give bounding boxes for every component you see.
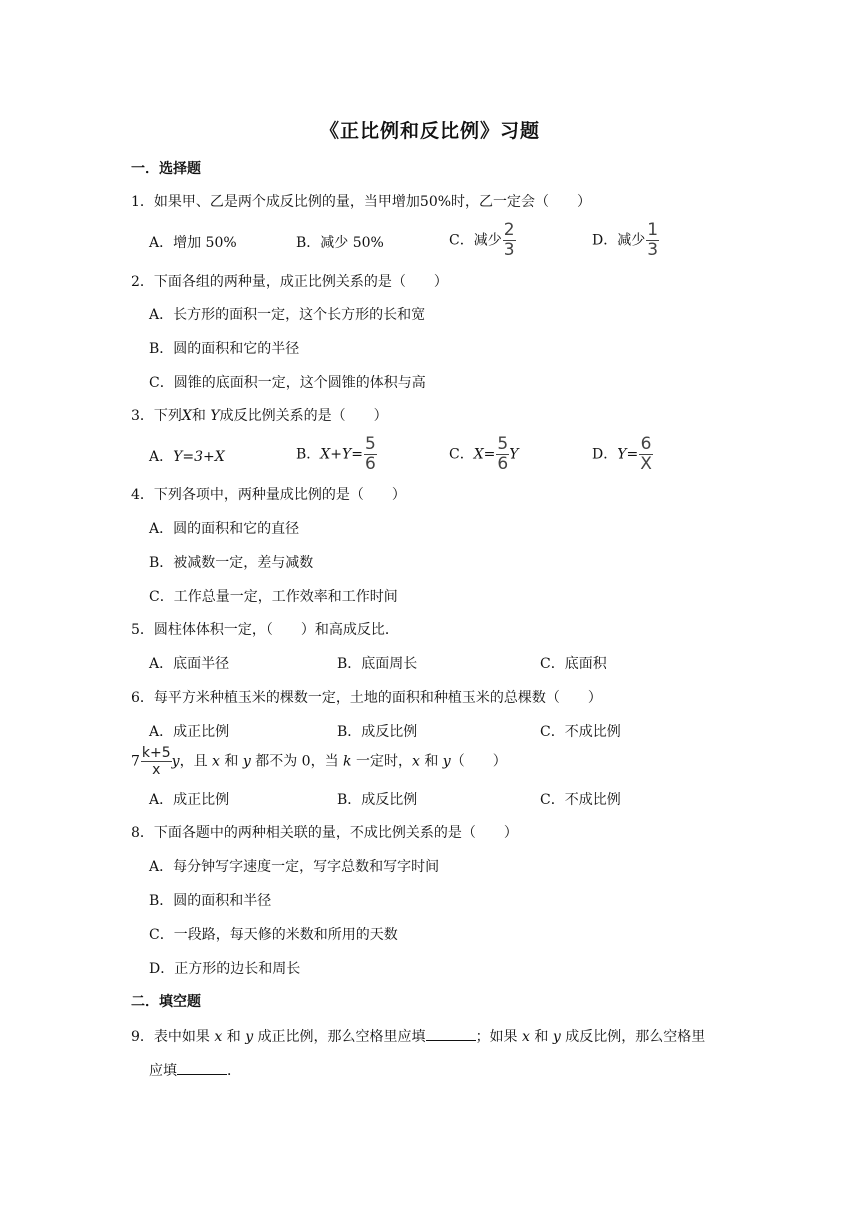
variable-x: x [522, 1029, 530, 1045]
question-1-stem: 1．如果甲、乙是两个成反比例的量，当甲增加50%时，乙一定会（ ） [131, 194, 592, 210]
stem-text: 9．表中如果 [131, 1029, 210, 1045]
fraction [141, 746, 172, 777]
page-title: 《正比例和反比例》习题 [319, 120, 540, 142]
answer-blank[interactable] [177, 1062, 227, 1075]
variable-y: y [245, 1029, 254, 1045]
question-1-option-c [449, 222, 516, 259]
variable-x: x [411, 753, 420, 770]
expression: X= [473, 446, 496, 463]
stem-text: ；如果 [475, 1029, 518, 1045]
option-label: D． [592, 446, 618, 463]
answer-blank[interactable] [426, 1028, 476, 1041]
variable-y: y [552, 1029, 561, 1045]
question-1-option-a: A．增加 50% [149, 235, 237, 251]
fraction-denominator: 6 [364, 454, 376, 474]
question-8-stem: 8．下面各题中的两种相关联的量，不成比例关系的是（ ） [131, 825, 518, 841]
fraction [646, 222, 659, 259]
question-7-stem [131, 746, 507, 777]
section-heading-fill: 二．填空题 [131, 994, 201, 1010]
question-3-option-b [296, 436, 377, 473]
variable-y: y [442, 753, 451, 770]
question-8-option-d: D．正方形的边长和周长 [149, 961, 301, 977]
question-3-stem [131, 405, 388, 425]
question-4-option-c: C．工作总量一定，工作效率和工作时间 [149, 589, 398, 605]
question-9-line-1 [131, 1026, 705, 1046]
question-8-option-b: B．圆的面积和半径 [149, 893, 272, 909]
question-3-option-c [449, 436, 519, 473]
fraction-numerator: 5 [497, 434, 509, 454]
fraction [364, 436, 377, 473]
stem-text: 应填 [149, 1063, 177, 1079]
fraction [496, 436, 509, 473]
variable-x: X [181, 408, 192, 424]
fraction-numerator: k+5 [141, 745, 171, 761]
question-5-option-c: C．底面积 [540, 656, 607, 672]
question-6-stem: 6．每平方米种植玉米的棵数一定，土地的面积和种植玉米的总棵数（ ） [131, 690, 602, 706]
question-3-option-d [592, 436, 653, 473]
fraction-denominator: 6 [497, 454, 509, 474]
expression: X+Y= [320, 446, 363, 463]
question-2-option-a: A．长方形的面积一定，这个长方形的长和宽 [149, 307, 426, 323]
stem-text: 成反比例关系的是（ ） [219, 408, 388, 424]
option-label: C． [449, 446, 474, 463]
question-2-option-b: B．圆的面积和它的半径 [149, 341, 300, 357]
fraction-numerator: 5 [364, 434, 376, 454]
stem-text: 和 [191, 408, 206, 424]
question-2-option-c: C．圆锥的底面积一定，这个圆锥的体积与高 [149, 375, 426, 391]
stem-text: ，且 [179, 753, 208, 770]
question-5-stem: 5．圆柱体体积一定，（ ）和高成反比． [131, 622, 399, 638]
fraction-denominator: X [640, 454, 652, 474]
question-4-stem: 4．下列各项中，两种量成比例的是（ ） [131, 487, 406, 503]
fraction-numerator: 2 [503, 220, 515, 240]
expression: Y=3+X [173, 449, 225, 465]
question-7-option-c: C．不成比例 [540, 792, 621, 808]
fraction-denominator: x [141, 761, 172, 777]
stem-text: 成反比例，那么空格里 [565, 1029, 706, 1045]
question-4-option-a: A．圆的面积和它的直径 [149, 521, 300, 537]
variable-y: y [242, 753, 251, 770]
variable-y: Y [210, 408, 220, 424]
option-label: D．减少 [592, 232, 646, 249]
stem-text: ． [227, 1063, 241, 1079]
fraction [503, 222, 516, 259]
fraction-denominator: 3 [647, 240, 659, 260]
question-7-option-b: B．成反比例 [337, 792, 418, 808]
question-1-option-b: B．减少 50% [296, 235, 384, 251]
option-label: C．减少 [449, 232, 502, 249]
stem-text: 都不为 0，当 [255, 753, 339, 770]
stem-text: 和 [226, 1029, 241, 1045]
variable-k: k [343, 753, 352, 770]
variable-x: x [214, 1029, 223, 1045]
question-1-option-d [592, 222, 659, 259]
stem-text: （ ） [450, 753, 507, 770]
fraction [639, 436, 653, 473]
question-number: 7 [131, 753, 140, 770]
option-label: A． [149, 449, 174, 465]
stem-text: 一定时， [355, 753, 412, 770]
fraction-numerator: 6 [640, 434, 652, 454]
stem-text: 和 [224, 753, 239, 770]
question-2-stem: 2．下面各组的两种量，成正比例关系的是（ ） [131, 274, 448, 290]
question-8-option-a: A．每分钟写字速度一定，写字总数和写字时间 [149, 859, 440, 875]
question-3-option-a [149, 446, 225, 466]
option-label: B． [296, 446, 321, 463]
question-6-option-a: A．成正比例 [149, 724, 230, 740]
question-8-option-c: C．一段路，每天修的米数和所用的天数 [149, 927, 398, 943]
question-4-option-b: B．被减数一定，差与减数 [149, 555, 314, 571]
fraction-numerator: 1 [647, 220, 659, 240]
stem-text: 3．下列 [131, 408, 182, 424]
question-6-option-b: B．成反比例 [337, 724, 418, 740]
variable-x: x [212, 753, 220, 770]
question-5-option-a: A．底面半径 [149, 656, 230, 672]
stem-text: 成正比例，那么空格里应填 [257, 1029, 426, 1045]
question-5-option-b: B．底面周长 [337, 656, 418, 672]
stem-text: 和 [534, 1029, 549, 1045]
question-6-option-c: C．不成比例 [540, 724, 621, 740]
question-7-option-a: A．成正比例 [149, 792, 230, 808]
section-heading-choice: 一．选择题 [131, 161, 201, 177]
stem-text: 和 [424, 753, 439, 770]
expression: Y [509, 446, 519, 463]
variable-y: y [171, 753, 180, 770]
fraction-denominator: 3 [503, 240, 515, 260]
question-9-line-2 [149, 1060, 241, 1080]
expression: Y= [617, 446, 639, 463]
